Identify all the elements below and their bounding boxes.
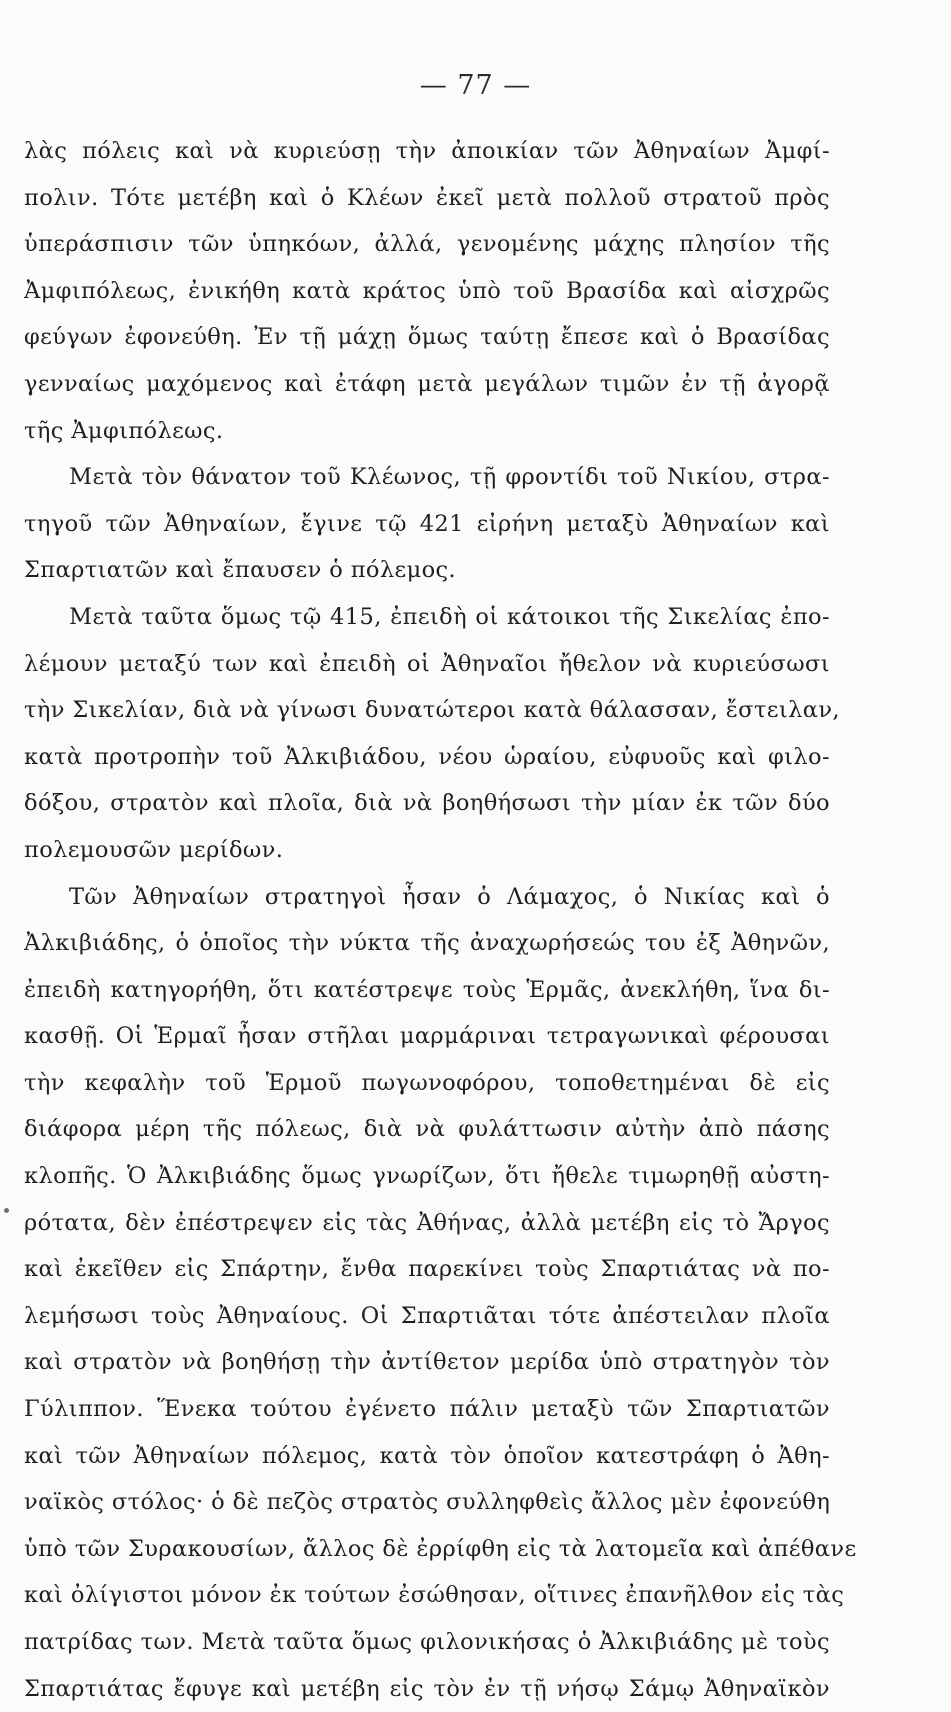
text-line: λὰς πόλεις καὶ νὰ κυριεύσῃ τὴν ἀποικίαν τῶν Ἀθηναίων Ἀμφί- <box>24 138 830 164</box>
text-line: κασθῇ. Οἱ Ἑρμαῖ ἦσαν στῆλαι μαρμάριναι τετραγωνικαὶ φέρουσαι <box>24 1023 830 1050</box>
text-line: ρότατα, δὲν ἐπέστρεψεν εἰς τὰς Ἀθήνας, ἀλλὰ μετέβη εἰς τὸ Ἄργος <box>24 1209 830 1236</box>
text-line: καὶ ὀλίγιστοι μόνον ἐκ τούτων ἐσώθησαν, οἵτινες ἐπανῆλθον εἰς τὰς <box>24 1582 845 1609</box>
text-line: τὴν Σικελίαν, διὰ νὰ γίνωσι δυνατώτεροι κατὰ θάλασσαν, ἔστειλαν, <box>24 697 840 724</box>
text-line: καὶ ἐκεῖθεν εἰς Σπάρτην, ἔνθα παρεκίνει τοὺς Σπαρτιάτας νὰ πο- <box>24 1256 830 1283</box>
text-line: δόξου, στρατὸν καὶ πλοῖα, διὰ νὰ βοηθήσωσι τὴν μίαν ἐκ τῶν δύο <box>24 790 830 817</box>
text-line: διάφορα μέρη τῆς πόλεως, διὰ νὰ φυλάττωσιν αὐτὴν ἀπὸ πάσης <box>24 1116 830 1143</box>
text-line: πολεμουσῶν μερίδων. <box>24 836 284 863</box>
page-number: — 77 — <box>419 70 532 101</box>
text-line: γενναίως μαχόμενος καὶ ἐτάφη μετὰ μεγάλων τιμῶν ἐν τῇ ἀγορᾷ <box>24 370 830 397</box>
paragraph-start-line: Μετὰ ταῦτα ὅμως τῷ 415, ἐπειδὴ οἱ κάτοικοι τῆς Σικελίας ἐπο- <box>69 603 830 630</box>
text-line: Γύλιππον. Ἕνεκα τούτου ἐγένετο πάλιν μεταξὺ τῶν Σπαρτιατῶν <box>24 1396 830 1423</box>
text-line: φεύγων ἐφονεύθη. Ἐν τῇ μάχῃ ὅμως ταύτῃ ἔπεσε καὶ ὁ Βρασίδας <box>24 324 830 351</box>
text-line: καὶ τῶν Ἀθηναίων πόλεμος, κατὰ τὸν ὁποῖον κατεστράφη ὁ Ἀθη- <box>24 1442 830 1469</box>
text-line: κατὰ προτροπὴν τοῦ Ἀλκιβιάδου, νέου ὡραίου, εὐφυοῦς καὶ φιλο- <box>24 743 830 770</box>
text-line: Σπαρτιάτας ἔφυγε καὶ μετέβη εἰς τὸν ἐν τῇ νήσῳ Σάμῳ Ἀθηναϊκὸν <box>24 1675 830 1702</box>
text-line: ὑπὸ τῶν Συρακουσίων, ἄλλος δὲ ἐρρίφθη εἰς τὰ λατομεῖα καὶ ἀπέθανε <box>24 1535 857 1562</box>
paragraph-start-line: Μετὰ τὸν θάνατον τοῦ Κλέωνος, τῇ φροντίδι τοῦ Νικίου, στρα- <box>69 464 830 491</box>
text-line: τῆς Ἀμφιπόλεως. <box>24 417 224 444</box>
text-line: πατρίδας των. Μετὰ ταῦτα ὅμως φιλονικήσας ὁ Ἀλκιβιάδης μὲ τοὺς <box>24 1629 830 1655</box>
text-line: Σπαρτιατῶν καὶ ἔπαυσεν ὁ πόλεμος. <box>24 557 457 584</box>
text-line: κλοπῆς. Ὁ Ἀλκιβιάδης ὅμως γνωρίζων, ὅτι ἤθελε τιμωρηθῇ αὐστη- <box>24 1163 830 1190</box>
text-line: πολιν. Τότε μετέβη καὶ ὁ Κλέων ἐκεῖ μετὰ πολλοῦ στρατοῦ πρὸς <box>24 184 830 211</box>
text-line: ὑπεράσπισιν τῶν ὑπηκόων, ἀλλά, γενομένης μάχης πλησίον τῆς <box>24 231 830 258</box>
paragraph-start-line: Τῶν Ἀθηναίων στρατηγοὶ ἦσαν ὁ Λάμαχος, ὁ Νικίας καὶ ὁ <box>69 883 830 910</box>
text-line: Ἀμφιπόλεως, ἐνικήθη κατὰ κράτος ὑπὸ τοῦ Βρασίδα καὶ αἰσχρῶς <box>24 277 830 304</box>
text-line: ἐπειδὴ κατηγορήθη, ὅτι κατέστρεψε τοὺς Ἑρμᾶς, ἀνεκλήθη, ἵνα δι- <box>24 976 830 1003</box>
text-line: καὶ στρατὸν νὰ βοηθήσῃ τὴν ἀντίθετον μερίδα ὑπὸ στρατηγὸν τὸν <box>24 1349 830 1376</box>
text-line: τηγοῦ τῶν Ἀθηναίων, ἔγινε τῷ 421 εἰρήνη μεταξὺ Ἀθηναίων καὶ <box>24 510 830 537</box>
text-line: τὴν κεφαλὴν τοῦ Ἑρμοῦ πωγωνοφόρου, τοποθετημέναι δὲ εἰς <box>24 1069 830 1096</box>
text-line: ναϊκὸς στόλος· ὁ δὲ πεζὸς στρατὸς συλληφθεὶς ἄλλος μὲν ἐφονεύθη <box>24 1489 831 1516</box>
text-line: Ἀλκιβιάδης, ὁ ὁποῖος τὴν νύκτα τῆς ἀναχωρήσεώς του ἐξ Ἀθηνῶν, <box>24 930 830 957</box>
margin-dot-mark <box>4 1208 9 1213</box>
text-line: λέμουν μεταξύ των καὶ ἐπειδὴ οἱ Ἀθηναῖοι ἤθελον νὰ κυριεύσωσι <box>24 650 830 677</box>
text-line: λεμήσωσι τοὺς Ἀθηναίους. Οἱ Σπαρτιᾶται τότε ἀπέστειλαν πλοῖα <box>24 1302 830 1329</box>
page-body-text <box>24 128 857 1712</box>
